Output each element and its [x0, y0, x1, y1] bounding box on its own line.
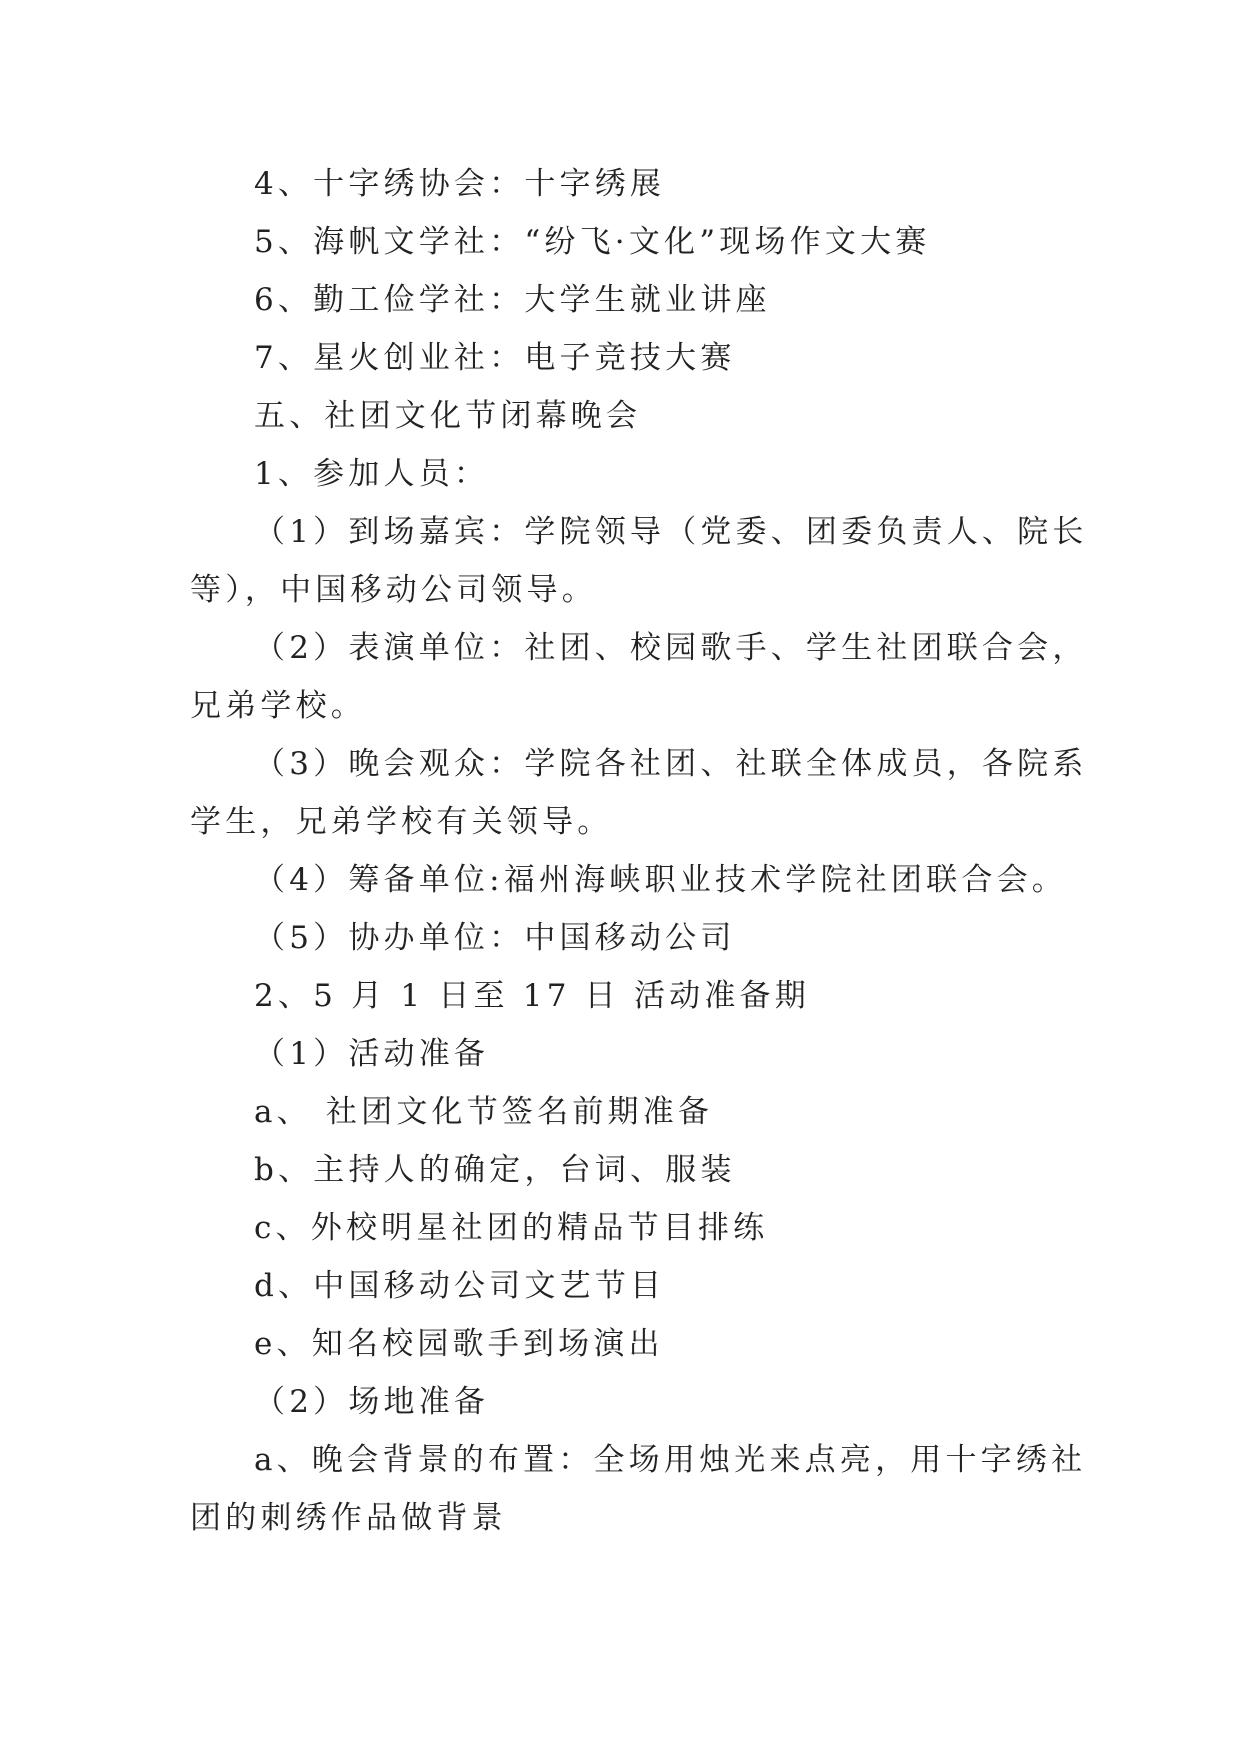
list-item-b-host: b、主持人的确定，台词、服装: [254, 1152, 736, 1188]
section-heading-closing-gala: 五、社团文化节闭幕晚会: [254, 398, 642, 434]
paragraph-audience-line1: （3）晚会观众：学院各社团、社联全体成员，各院系: [254, 746, 1088, 782]
list-item-cross-stitch: 4、十字绣协会：十字绣展: [254, 166, 666, 202]
subheading-venue-prep: （2）场地准备: [254, 1384, 490, 1420]
document-body: [190, 155, 1088, 1547]
list-item-d-china-mobile: d、中国移动公司文艺节目: [254, 1268, 666, 1304]
subheading-participants: 1、参加人员：: [254, 456, 490, 492]
list-item-haifan-literature: 5、海帆文学社：“纷飞·文化”现场作文大赛: [254, 224, 931, 260]
list-item-a-signature: a、 社团文化节签名前期准备: [254, 1094, 714, 1130]
paragraph-guests-line2: 等），中国移动公司领导。: [190, 572, 597, 608]
list-item-xinghuo-startup: 7、星火创业社：电子竞技大赛: [254, 340, 736, 376]
paragraph-co-organizer: （5）协办单位：中国移动公司: [254, 920, 736, 956]
list-item-e-singers: e、知名校园歌手到场演出: [254, 1326, 664, 1362]
list-item-c-star-clubs: c、外校明星社团的精品节目排练: [254, 1210, 769, 1246]
list-item-work-study: 6、勤工俭学社：大学生就业讲座: [254, 282, 771, 318]
paragraph-background-line1: a、晚会背景的布置：全场用烛光来点亮，用十字绣社: [254, 1442, 1087, 1478]
paragraph-audience-line2: 学生，兄弟学校有关领导。: [190, 804, 613, 840]
paragraph-guests-line1: （1）到场嘉宾：学院领导（党委、团委负责人、院长: [254, 514, 1088, 550]
subheading-activity-prep: （1）活动准备: [254, 1036, 490, 1072]
paragraph-organizer: （4）筹备单位:福州海峡职业技术学院社团联合会。: [254, 862, 1067, 898]
paragraph-performers-line2: 兄弟学校。: [190, 688, 366, 724]
paragraph-background-line2: 团的刺绣作品做背景: [190, 1500, 507, 1536]
subheading-preparation-period: 2、5 月 1 日至 17 日 活动准备期: [254, 978, 810, 1014]
paragraph-performers-line1: （2）表演单位：社团、校园歌手、学生社团联合会，: [254, 630, 1088, 666]
